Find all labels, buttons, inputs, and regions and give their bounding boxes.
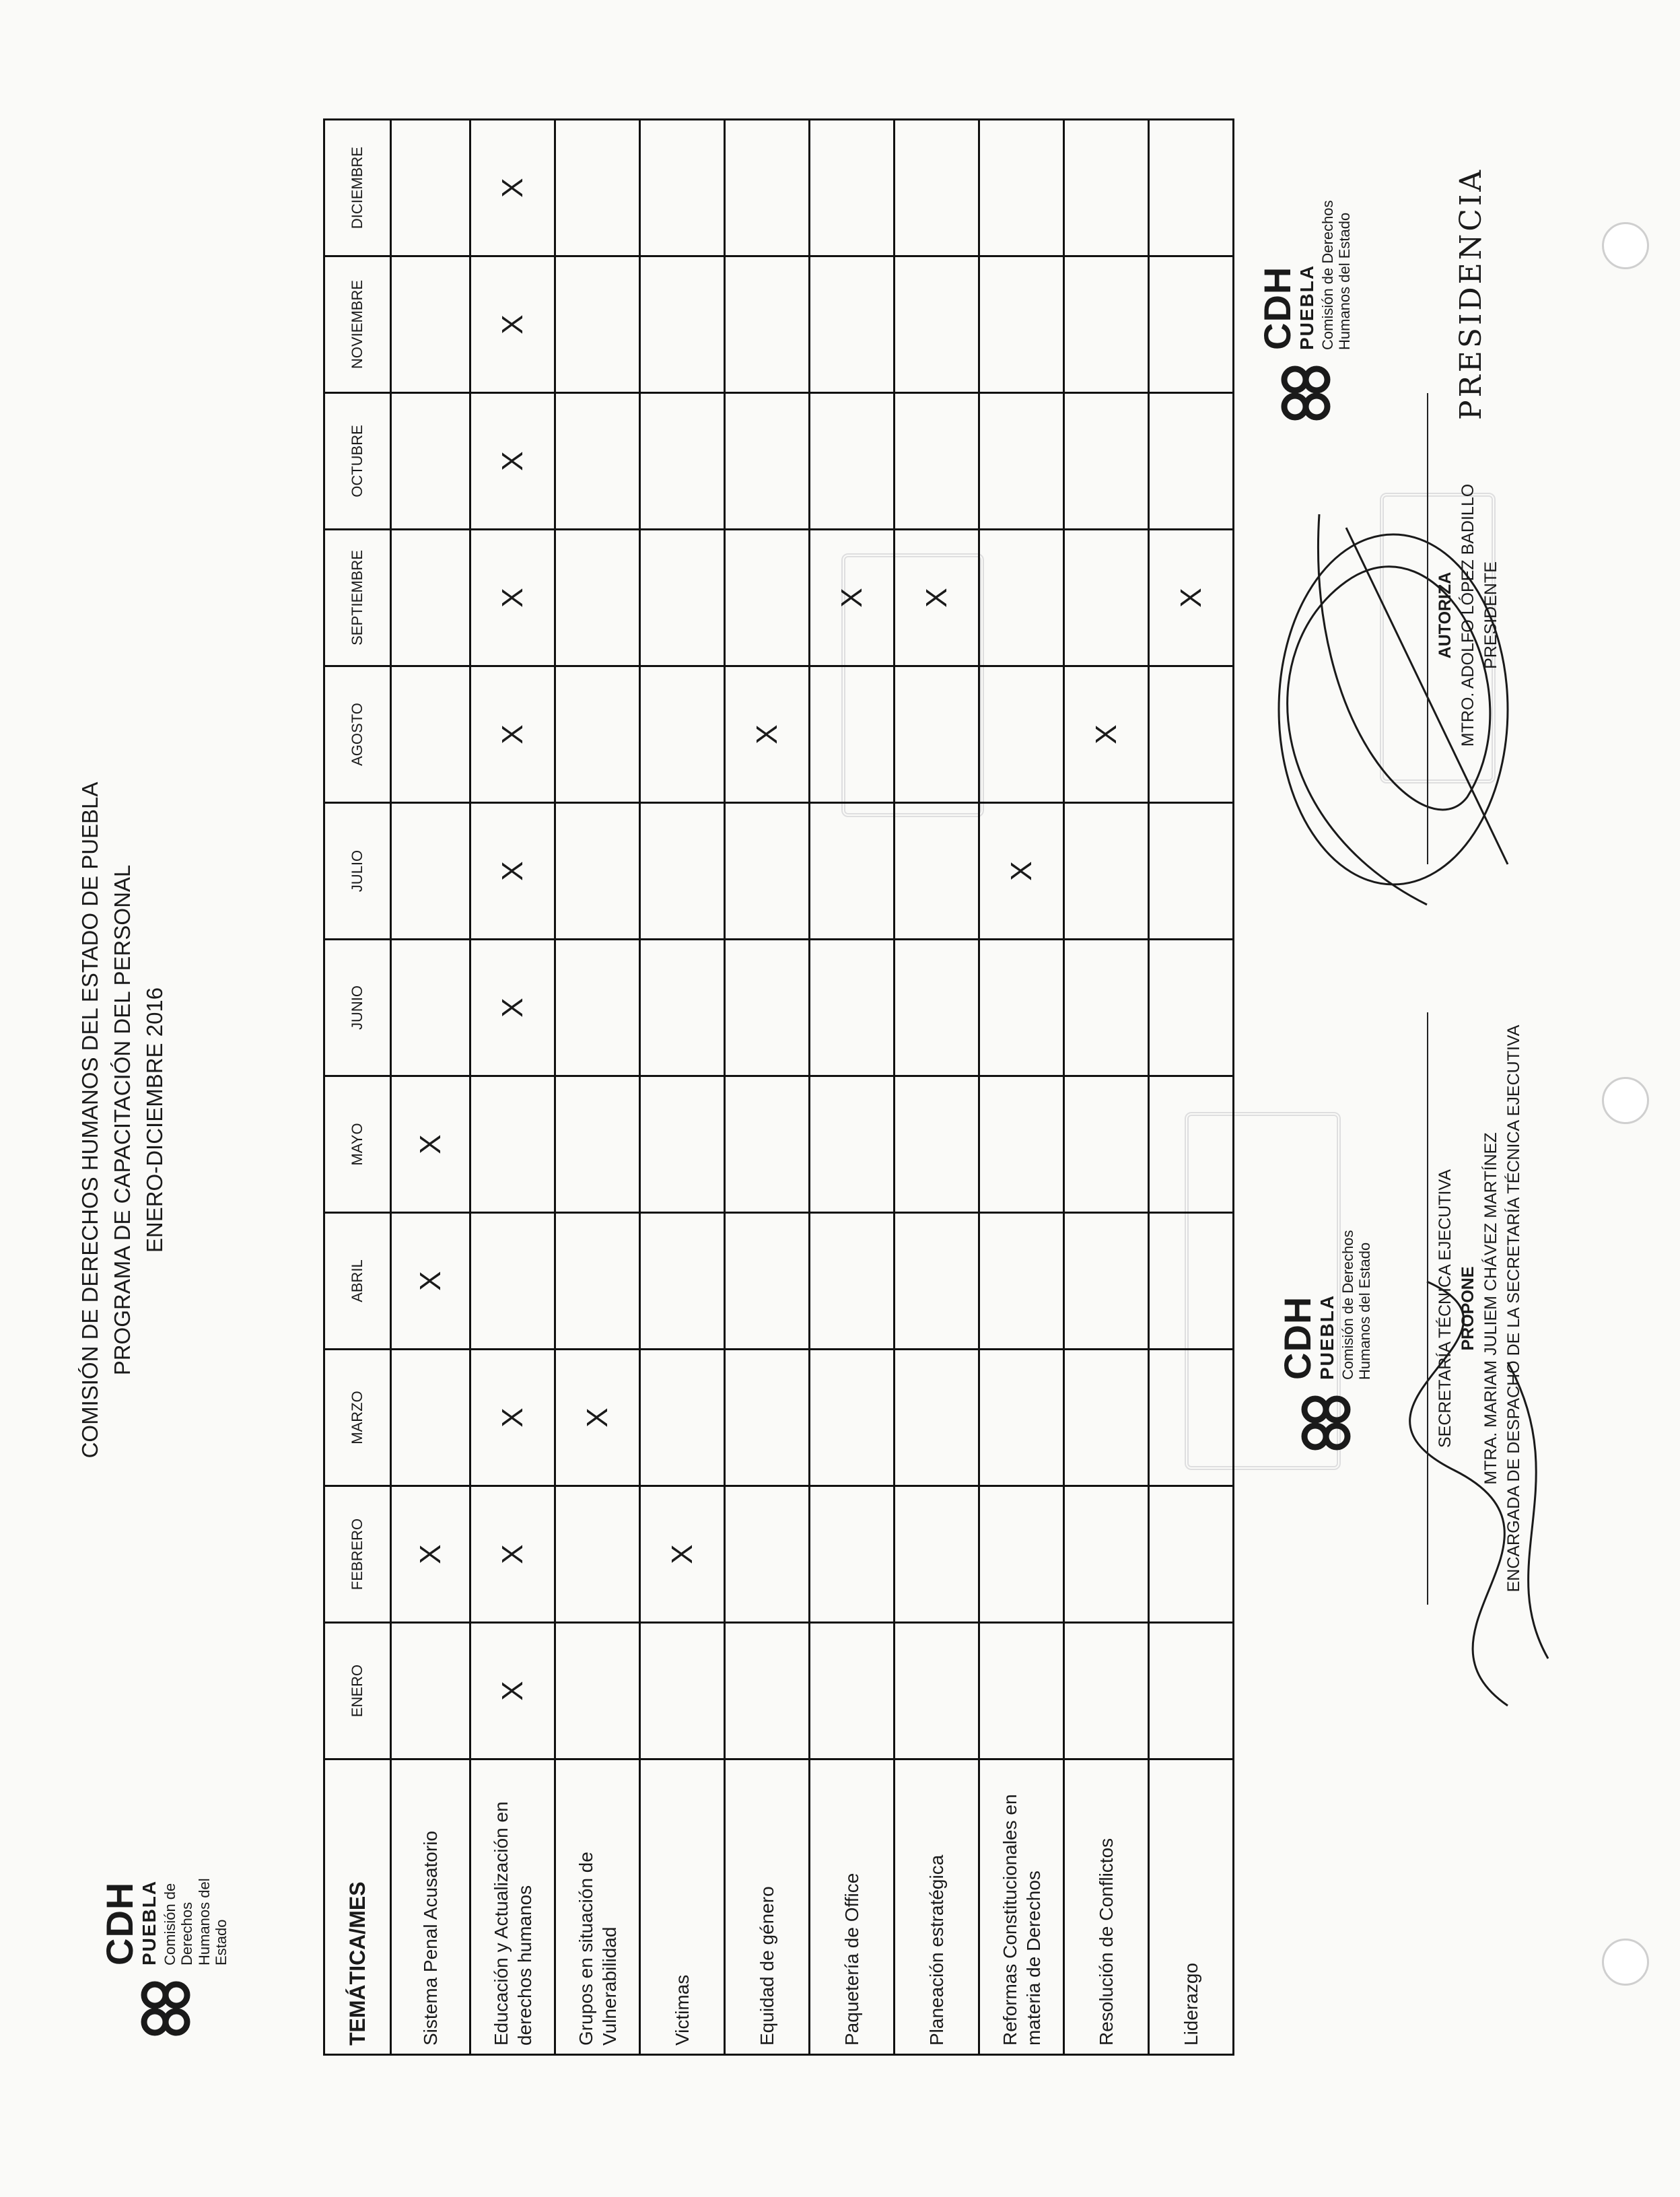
signature-block-autoriza bbox=[1434, 380, 1502, 851]
scheduled-mark: X bbox=[391, 1076, 470, 1213]
signature-line-right bbox=[1427, 393, 1428, 864]
empty-cell bbox=[979, 1350, 1064, 1486]
cdh-seal-left bbox=[1276, 1205, 1374, 1457]
empty-cell bbox=[1064, 1623, 1149, 1759]
empty-cell bbox=[979, 530, 1064, 666]
scheduled-mark: X bbox=[555, 1350, 640, 1486]
empty-cell bbox=[979, 666, 1064, 803]
empty-cell bbox=[895, 120, 979, 256]
month-header: SEPTIEMBRE bbox=[324, 530, 391, 666]
empty-cell bbox=[895, 1213, 979, 1350]
empty-cell bbox=[725, 530, 810, 666]
empty-cell bbox=[810, 256, 895, 393]
topic-cell: Resolución de Conflictos bbox=[1064, 1759, 1149, 2055]
cdh-logo bbox=[98, 1838, 230, 2042]
table-row bbox=[1064, 120, 1149, 2055]
cdh-seal-right bbox=[1256, 188, 1354, 427]
empty-cell bbox=[895, 803, 979, 940]
empty-cell bbox=[1149, 393, 1234, 530]
month-header: JUNIO bbox=[324, 940, 391, 1076]
topic-cell: Sistema Penal Acusatorio bbox=[391, 1759, 470, 2055]
empty-cell bbox=[391, 1350, 470, 1486]
topic-cell: Liderazgo bbox=[1149, 1759, 1234, 2055]
scheduled-mark: X bbox=[470, 940, 555, 1076]
autoriza-label: AUTORIZA bbox=[1436, 571, 1455, 659]
empty-cell bbox=[1064, 120, 1149, 256]
empty-cell bbox=[1064, 940, 1149, 1076]
propone-name: MTRA. MARIAM JULIEM CHÁVEZ MARTÍNEZ bbox=[1481, 1132, 1500, 1485]
empty-cell bbox=[1149, 256, 1234, 393]
empty-cell bbox=[725, 940, 810, 1076]
seal-right-subtitle: Comisión de Derechos Humanos del Estado bbox=[1319, 200, 1354, 350]
topic-cell: Planeación estratégica bbox=[895, 1759, 979, 2055]
table-row bbox=[979, 120, 1064, 2055]
empty-cell bbox=[979, 256, 1064, 393]
empty-cell bbox=[895, 1350, 979, 1486]
empty-cell bbox=[555, 393, 640, 530]
empty-cell bbox=[391, 1623, 470, 1759]
empty-cell bbox=[391, 530, 470, 666]
empty-cell bbox=[640, 530, 725, 666]
empty-cell bbox=[979, 393, 1064, 530]
scheduled-mark: X bbox=[1064, 666, 1149, 803]
scheduled-mark: X bbox=[979, 803, 1064, 940]
scheduled-mark: X bbox=[391, 1486, 470, 1623]
empty-cell bbox=[640, 393, 725, 530]
cdh-emblem-icon bbox=[1279, 359, 1333, 427]
empty-cell bbox=[725, 256, 810, 393]
empty-cell bbox=[1149, 1350, 1234, 1486]
document-header bbox=[74, 649, 171, 1591]
empty-cell bbox=[555, 1213, 640, 1350]
month-header: ABRIL bbox=[324, 1213, 391, 1350]
empty-cell bbox=[895, 1076, 979, 1213]
empty-cell bbox=[1149, 1213, 1234, 1350]
empty-cell bbox=[725, 393, 810, 530]
table-row bbox=[640, 120, 725, 2055]
topic-cell: Grupos en situación de Vulnerabilidad bbox=[555, 1759, 640, 2055]
autoriza-title: PRESIDENTE bbox=[1481, 561, 1500, 669]
empty-cell bbox=[1149, 803, 1234, 940]
empty-cell bbox=[810, 803, 895, 940]
empty-cell bbox=[640, 666, 725, 803]
empty-cell bbox=[1064, 393, 1149, 530]
empty-cell bbox=[555, 256, 640, 393]
empty-cell bbox=[810, 1486, 895, 1623]
signature-line-left bbox=[1427, 1012, 1428, 1605]
empty-cell bbox=[640, 1623, 725, 1759]
month-header: ENERO bbox=[324, 1623, 391, 1759]
empty-cell bbox=[555, 1486, 640, 1623]
empty-cell bbox=[725, 120, 810, 256]
empty-cell bbox=[725, 1486, 810, 1623]
scheduled-mark: X bbox=[470, 530, 555, 666]
scheduled-mark: X bbox=[391, 1213, 470, 1350]
topic-cell: Paquetería de Office bbox=[810, 1759, 895, 2055]
scheduled-mark: X bbox=[1149, 530, 1234, 666]
empty-cell bbox=[640, 803, 725, 940]
month-header: MARZO bbox=[324, 1350, 391, 1486]
propone-label: PROPONE bbox=[1459, 1266, 1477, 1351]
empty-cell bbox=[1064, 803, 1149, 940]
scheduled-mark: X bbox=[725, 666, 810, 803]
empty-cell bbox=[725, 1623, 810, 1759]
topic-cell: Victimas bbox=[640, 1759, 725, 2055]
empty-cell bbox=[1064, 1350, 1149, 1486]
empty-cell bbox=[1149, 666, 1234, 803]
empty-cell bbox=[391, 256, 470, 393]
empty-cell bbox=[725, 1350, 810, 1486]
empty-cell bbox=[640, 1076, 725, 1213]
month-header: DICIEMBRE bbox=[324, 120, 391, 256]
scheduled-mark: X bbox=[470, 666, 555, 803]
month-header: NOVIEMBRE bbox=[324, 256, 391, 393]
empty-cell bbox=[1064, 1213, 1149, 1350]
empty-cell bbox=[640, 940, 725, 1076]
presidencia-stamp: PRESIDENCIA bbox=[1454, 167, 1488, 420]
empty-cell bbox=[810, 940, 895, 1076]
scheduled-mark: X bbox=[470, 120, 555, 256]
table-body bbox=[391, 120, 1234, 2055]
seal-subtitle: Comisión de Derechos Humanos del Estado bbox=[1339, 1230, 1374, 1380]
empty-cell bbox=[810, 1623, 895, 1759]
scheduled-mark: X bbox=[470, 803, 555, 940]
empty-cell bbox=[640, 1350, 725, 1486]
seal-right-puebla-text: PUEBLA bbox=[1296, 264, 1317, 350]
header-program: PROGRAMA DE CAPACITACIÓN DEL PERSONAL bbox=[110, 864, 135, 1376]
empty-cell bbox=[979, 120, 1064, 256]
empty-cell bbox=[895, 666, 979, 803]
empty-cell bbox=[1149, 1076, 1234, 1213]
table-header-row bbox=[324, 120, 391, 2055]
empty-cell bbox=[555, 1623, 640, 1759]
seal-cdh-text: CDH bbox=[1276, 1296, 1319, 1380]
scheduled-mark: X bbox=[470, 1486, 555, 1623]
empty-cell bbox=[470, 1076, 555, 1213]
empty-cell bbox=[1064, 1486, 1149, 1623]
empty-cell bbox=[555, 1076, 640, 1213]
scheduled-mark: X bbox=[810, 530, 895, 666]
scheduled-mark: X bbox=[640, 1486, 725, 1623]
empty-cell bbox=[555, 120, 640, 256]
corner-label: TEMÁTICA/MES bbox=[324, 1759, 391, 2055]
scheduled-mark: X bbox=[470, 256, 555, 393]
logo-cdh-text: CDH bbox=[98, 1881, 141, 1965]
table-row bbox=[895, 120, 979, 2055]
cdh-emblem-icon bbox=[139, 1975, 193, 2042]
table-row bbox=[810, 120, 895, 2055]
table-row bbox=[470, 120, 555, 2055]
empty-cell bbox=[810, 1350, 895, 1486]
propone-title: ENCARGADA DE DESPACHO DE LA SECRETARÍA TÉCNICA EJECUTIVA bbox=[1504, 1024, 1523, 1593]
empty-cell bbox=[640, 1213, 725, 1350]
empty-cell bbox=[555, 803, 640, 940]
logo-puebla-text: PUEBLA bbox=[139, 1879, 160, 1965]
autoriza-name: MTRO. ADOLFO LÓPEZ BADILLO bbox=[1459, 483, 1477, 747]
month-header: OCTUBRE bbox=[324, 393, 391, 530]
empty-cell bbox=[1064, 256, 1149, 393]
empty-cell bbox=[725, 803, 810, 940]
empty-cell bbox=[1149, 1623, 1234, 1759]
training-schedule-table bbox=[323, 118, 1234, 2056]
month-header: JULIO bbox=[324, 803, 391, 940]
empty-cell bbox=[391, 666, 470, 803]
empty-cell bbox=[391, 940, 470, 1076]
scheduled-mark: X bbox=[895, 530, 979, 666]
empty-cell bbox=[1149, 1486, 1234, 1623]
empty-cell bbox=[391, 393, 470, 530]
propone-area: SECRETARÍA TÉCNICA EJECUTIVA bbox=[1436, 1169, 1455, 1448]
signature-autoriza bbox=[1225, 460, 1562, 932]
month-header: FEBRERO bbox=[324, 1486, 391, 1623]
empty-cell bbox=[979, 1486, 1064, 1623]
empty-cell bbox=[391, 803, 470, 940]
empty-cell bbox=[640, 120, 725, 256]
cdh-emblem-icon bbox=[1299, 1389, 1353, 1457]
empty-cell bbox=[555, 530, 640, 666]
empty-cell bbox=[725, 1213, 810, 1350]
empty-cell bbox=[1149, 120, 1234, 256]
scheduled-mark: X bbox=[470, 393, 555, 530]
scheduled-mark: X bbox=[470, 1623, 555, 1759]
table-row bbox=[725, 120, 810, 2055]
logo-subtitle: Comisión de Derechos Humanos del Estado bbox=[162, 1878, 230, 1965]
empty-cell bbox=[895, 1623, 979, 1759]
empty-cell bbox=[895, 1486, 979, 1623]
signature-block-propone bbox=[1434, 878, 1525, 1739]
month-header: AGOSTO bbox=[324, 666, 391, 803]
header-organization: COMISIÓN DE DERECHOS HUMANOS DEL ESTADO DE PUEBLA bbox=[77, 781, 102, 1459]
empty-cell bbox=[470, 1213, 555, 1350]
empty-cell bbox=[979, 940, 1064, 1076]
empty-cell bbox=[810, 666, 895, 803]
table-row bbox=[555, 120, 640, 2055]
scheduled-mark: X bbox=[470, 1350, 555, 1486]
empty-cell bbox=[895, 256, 979, 393]
empty-cell bbox=[895, 393, 979, 530]
table-row bbox=[391, 120, 470, 2055]
empty-cell bbox=[810, 393, 895, 530]
empty-cell bbox=[555, 666, 640, 803]
empty-cell bbox=[979, 1623, 1064, 1759]
empty-cell bbox=[640, 256, 725, 393]
table-row bbox=[1149, 120, 1234, 2055]
empty-cell bbox=[725, 1076, 810, 1213]
empty-cell bbox=[391, 120, 470, 256]
topic-cell: Educación y Actualización en derechos humanos bbox=[470, 1759, 555, 2055]
month-header: MAYO bbox=[324, 1076, 391, 1213]
empty-cell bbox=[810, 1213, 895, 1350]
seal-puebla-text: PUEBLA bbox=[1317, 1294, 1337, 1380]
empty-cell bbox=[555, 940, 640, 1076]
topic-cell: Equidad de género bbox=[725, 1759, 810, 2055]
topic-cell: Reformas Constitucionales en materia de Derechos bbox=[979, 1759, 1064, 2055]
empty-cell bbox=[810, 120, 895, 256]
empty-cell bbox=[1149, 940, 1234, 1076]
empty-cell bbox=[810, 1076, 895, 1213]
seal-right-cdh-text: CDH bbox=[1256, 266, 1298, 350]
empty-cell bbox=[1064, 530, 1149, 666]
empty-cell bbox=[895, 940, 979, 1076]
empty-cell bbox=[979, 1076, 1064, 1213]
empty-cell bbox=[979, 1213, 1064, 1350]
empty-cell bbox=[1064, 1076, 1149, 1213]
header-period: ENERO-DICIEMBRE 2016 bbox=[142, 987, 167, 1253]
